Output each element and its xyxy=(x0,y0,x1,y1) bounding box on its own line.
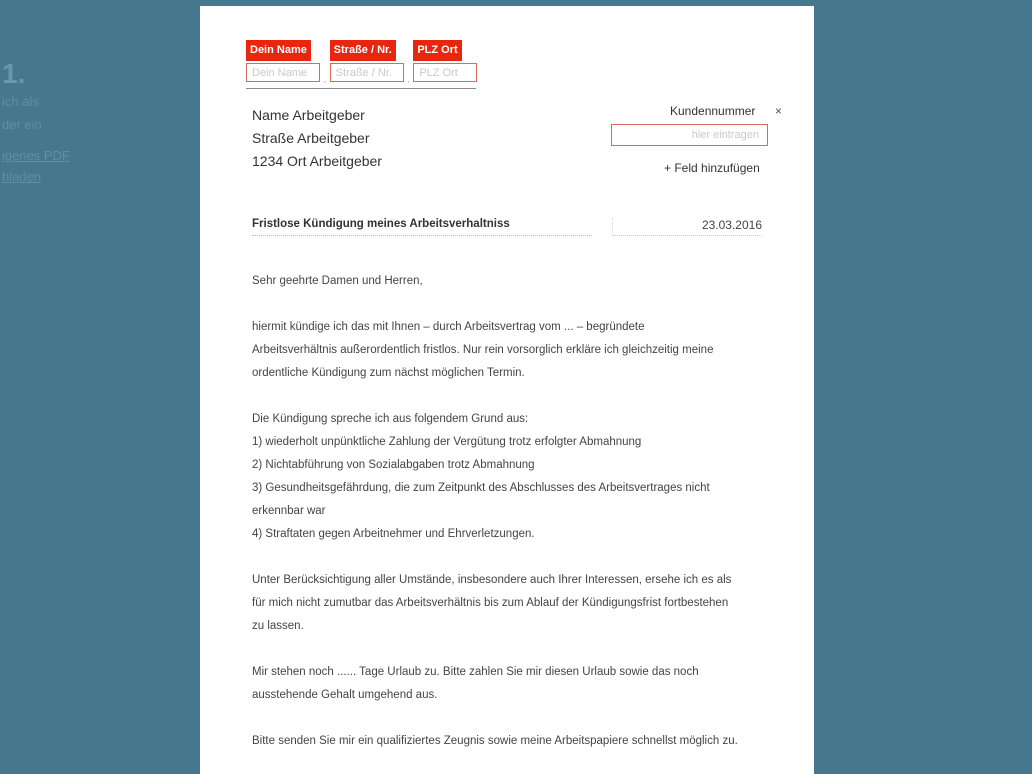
recipient-name[interactable]: Name Arbeitgeber xyxy=(252,107,365,123)
list-item: 3) Gesundheitsgefährdung, die zum Zeitpunkt des Abschlusses des Arbeitsvertrages nicht xyxy=(252,482,710,494)
text-line: ordentliche Kündigung zum nächst möglichen Termin. xyxy=(252,367,525,379)
sender-underline xyxy=(246,88,476,89)
sender-name-field xyxy=(246,40,320,82)
text-line: Arbeitsverhältnis außerordentlich fristlos. Nur rein vorsorglich erkläre ich gleichzeitig meine xyxy=(252,344,714,356)
customer-number-label: Kundennummer xyxy=(670,104,756,118)
close-icon[interactable]: × xyxy=(775,104,783,118)
step-number: 1. xyxy=(2,58,26,89)
subject-underline xyxy=(252,235,592,236)
instructions-sidebar xyxy=(0,0,200,774)
sender-street-field xyxy=(330,40,404,82)
text-line: Mir stehen noch ...... Tage Urlaub zu. Bitte zahlen Sie mir diesen Urlaub sowie das noch xyxy=(252,666,699,678)
pdf-link[interactable]: igenes PDF xyxy=(2,148,70,163)
separator: · xyxy=(406,76,411,88)
sender-city-tag: PLZ Ort xyxy=(413,40,461,61)
text-line: zu lassen. xyxy=(252,620,304,632)
sidebar-text: ich als xyxy=(2,94,39,109)
sender-city-field xyxy=(413,40,477,82)
text-line: Unter Berücksichtigung aller Umstände, insbesondere auch Ihrer Interessen, ersehe ich es als xyxy=(252,574,732,586)
sender-street-tag: Straße / Nr. xyxy=(330,40,396,61)
divider xyxy=(612,218,613,234)
sender-street-input[interactable]: Straße / Nr. xyxy=(330,63,404,82)
subject-text[interactable]: Fristlose Kündigung meines Arbeitsverhaltniss xyxy=(252,218,510,230)
paragraph-2 xyxy=(252,408,772,546)
recipient-city[interactable]: 1234 Ort Arbeitgeber xyxy=(252,153,382,169)
subject-row xyxy=(252,216,762,238)
text-line: hiermit kündige ich das mit Ihnen – durch Arbeitsvertrag vom ... – begründete xyxy=(252,321,645,333)
date-underline xyxy=(612,235,762,236)
paragraph-5 xyxy=(252,730,772,753)
paragraph-4 xyxy=(252,661,772,707)
list-item: 1) wiederholt unpünktliche Zahlung der Vergütung trotz erfolgter Abmahnung xyxy=(252,436,642,448)
customer-number-input[interactable]: hier eintragen xyxy=(611,124,768,146)
letter-document xyxy=(200,6,814,774)
sender-fields xyxy=(246,40,477,88)
recipient-street[interactable]: Straße Arbeitgeber xyxy=(252,130,370,146)
list-item: 2) Nichtabführung von Sozialabgaben trotz Abmahnung xyxy=(252,459,535,471)
text-line: Bitte senden Sie mir ein qualifiziertes Zeugnis sowie meine Arbeitspapiere schnellst möglich zu. xyxy=(252,735,738,747)
letter-date[interactable]: 23.03.2016 xyxy=(701,218,762,232)
add-field-button[interactable]: + Feld hinzufügen xyxy=(664,161,760,175)
text-line: für mich nicht zumutbar das Arbeitsverhältnis bis zum Ablauf der Kündigungsfrist fortbestehen xyxy=(252,597,729,609)
sidebar-text: der ein xyxy=(2,117,42,132)
sender-name-input[interactable]: Dein Name xyxy=(246,63,320,82)
paragraph-1 xyxy=(252,316,772,385)
paragraph-3 xyxy=(252,569,772,638)
letter-body[interactable] xyxy=(252,270,772,774)
list-item: 4) Straftaten gegen Arbeitnehmer und Ehrverletzungen. xyxy=(252,528,535,540)
greeting: Sehr geehrte Damen und Herren, xyxy=(252,275,423,287)
separator: · xyxy=(323,76,327,88)
recipient-address[interactable] xyxy=(252,104,382,173)
download-link[interactable]: hladen xyxy=(2,169,42,184)
sender-name-tag: Dein Name xyxy=(246,40,311,61)
text-line: ausstehende Gehalt umgehend aus. xyxy=(252,689,438,701)
list-item: erkennbar war xyxy=(252,505,326,517)
sender-city-input[interactable]: PLZ Ort xyxy=(413,63,477,82)
text-line: Die Kündigung spreche ich aus folgendem Grund aus: xyxy=(252,413,529,425)
